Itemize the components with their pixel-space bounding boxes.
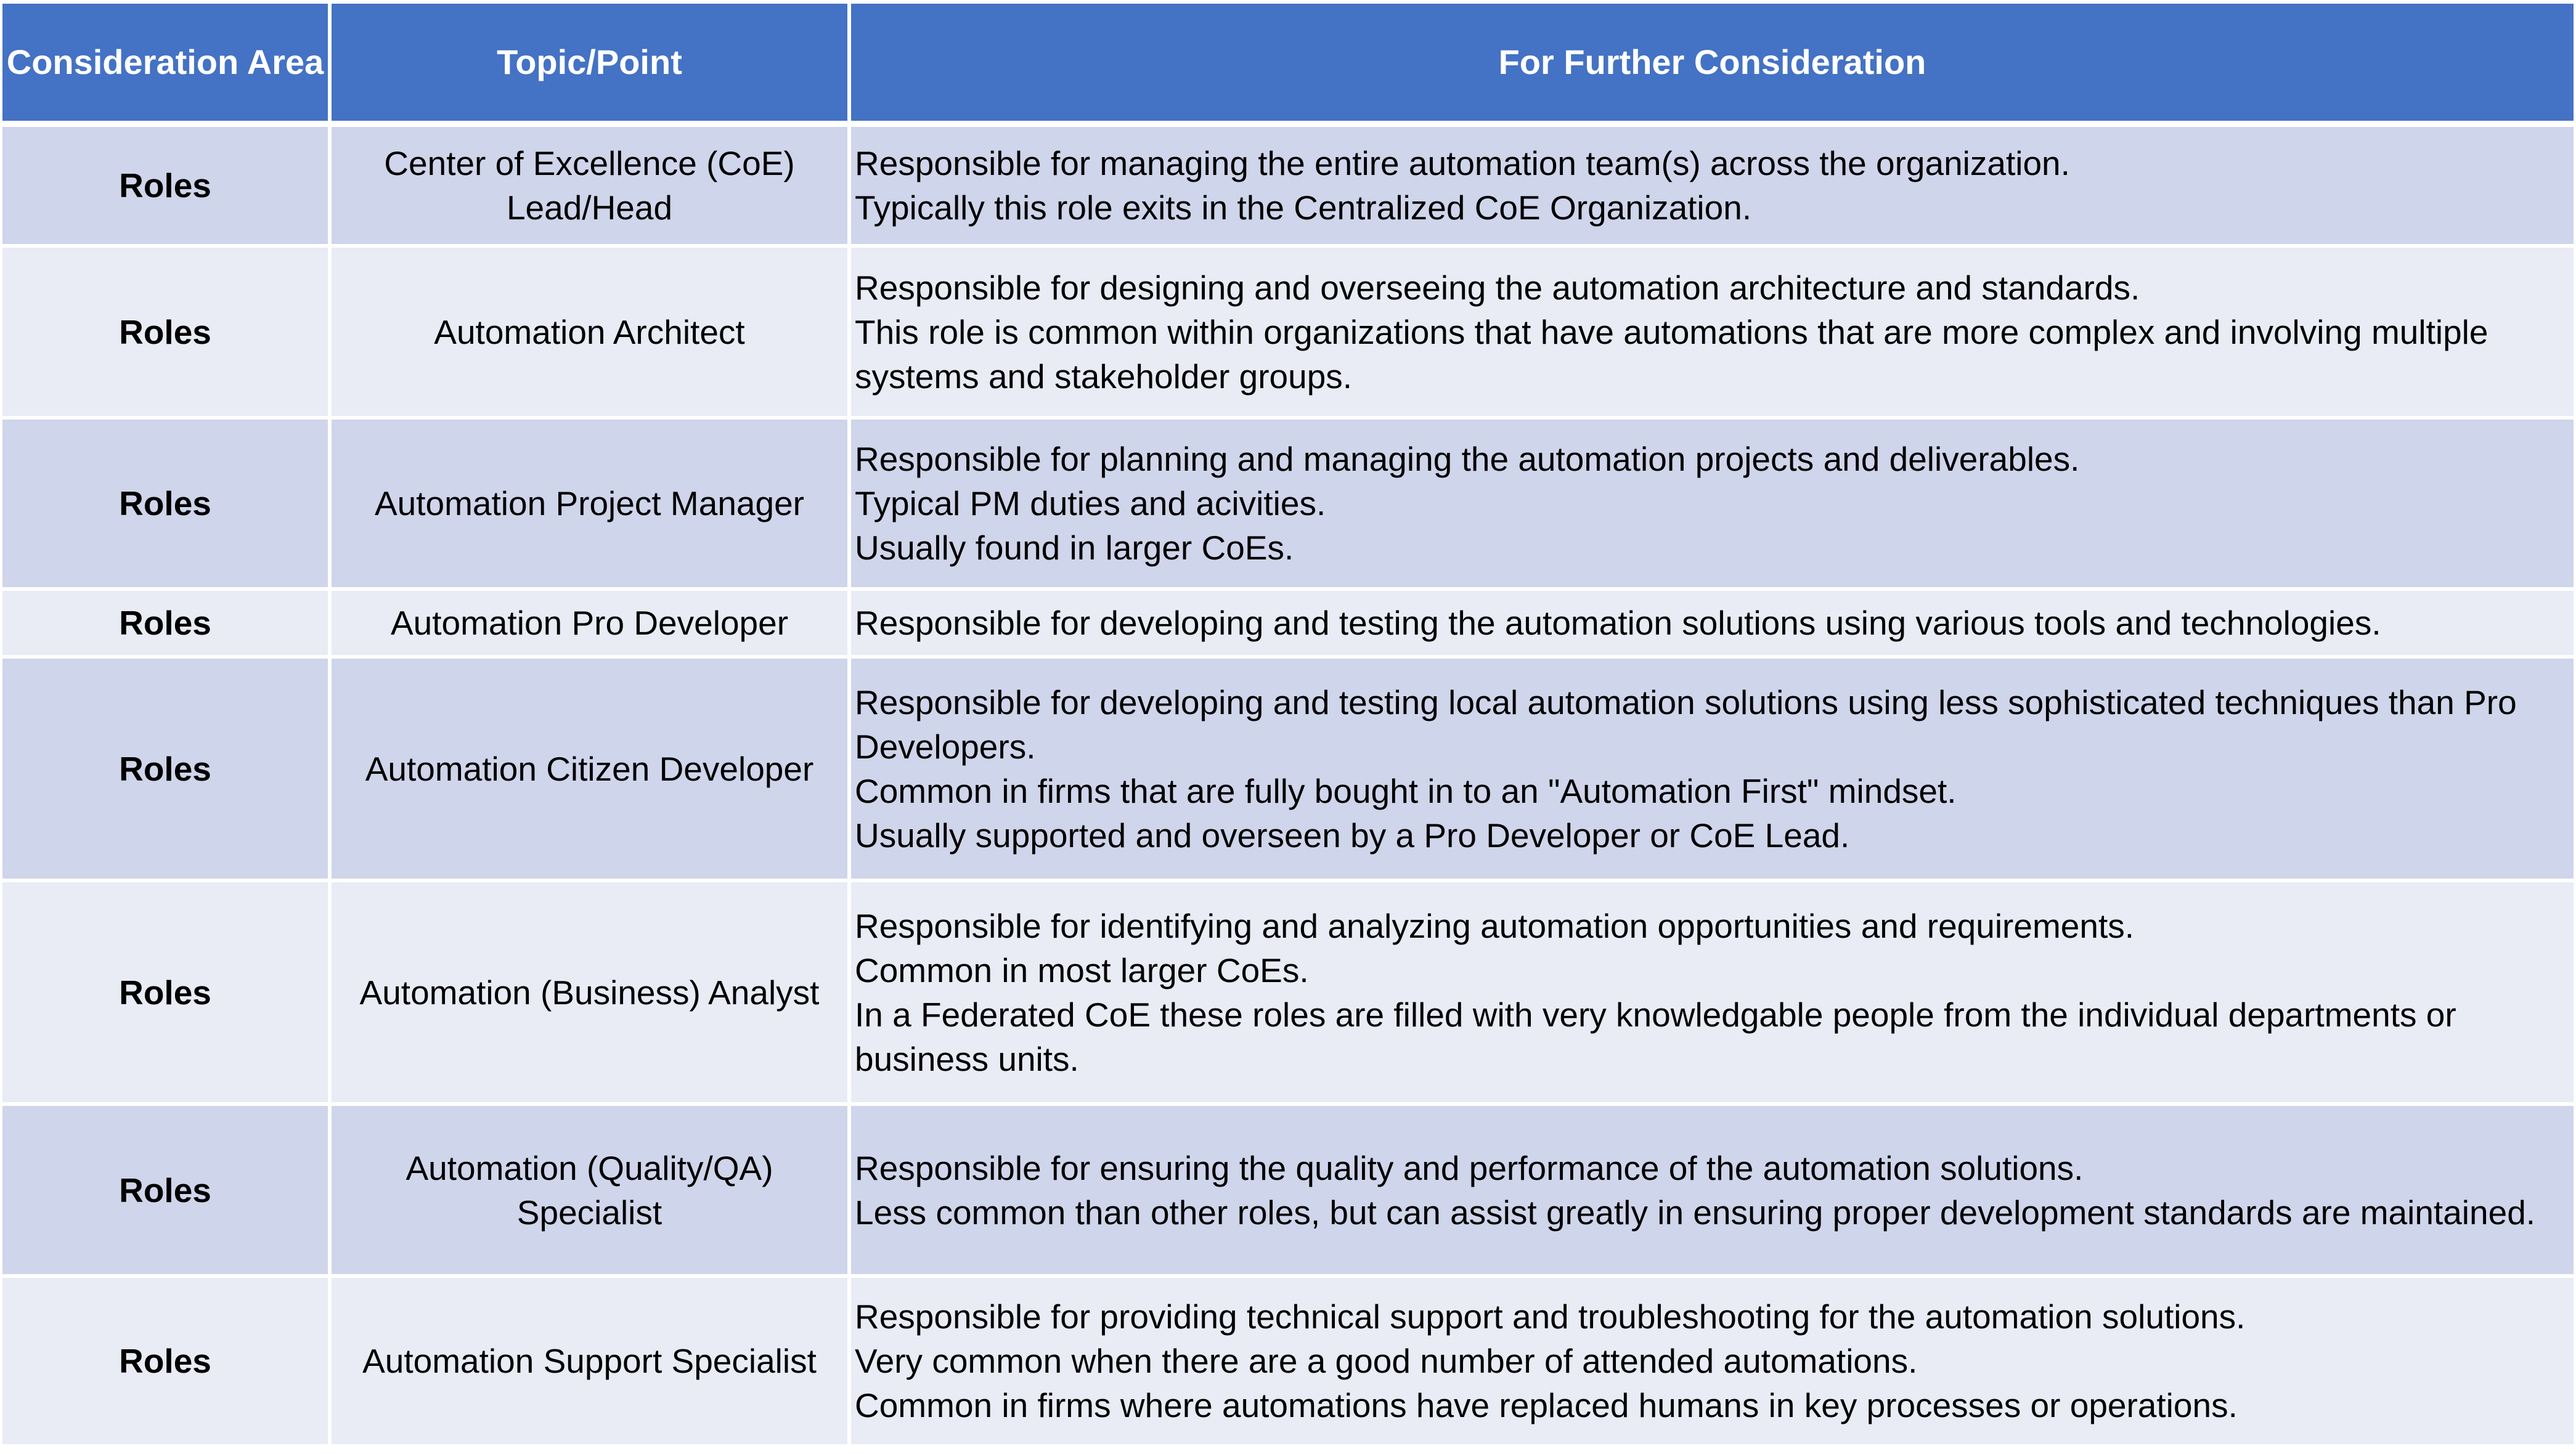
area-cell: Roles bbox=[2, 248, 332, 416]
area-cell: Roles bbox=[2, 659, 332, 879]
area-cell: Roles bbox=[2, 127, 332, 244]
description-line: Typically this role exits in the Centralized CoE Organization. bbox=[855, 189, 1752, 227]
description-line: Less common than other roles, but can assist greatly in ensuring proper development standards are maintained. bbox=[855, 1193, 2536, 1232]
topic-cell: Automation Project Manager bbox=[332, 420, 851, 587]
topic-cell: Automation (Quality/QA) Specialist bbox=[332, 1106, 851, 1274]
table-row bbox=[2, 127, 2574, 248]
table-row bbox=[2, 591, 2574, 659]
table-row bbox=[2, 1278, 2574, 1448]
table-row bbox=[2, 659, 2574, 882]
header-further-consideration: For Further Consideration bbox=[851, 4, 2574, 121]
description-line: In a Federated CoE these roles are filled with very knowledgable people from the individual departments or business units. bbox=[855, 995, 2456, 1078]
description-line: Responsible for ensuring the quality and performance of the automation solutions. bbox=[855, 1148, 2084, 1187]
description-line: Common in most larger CoEs. bbox=[855, 951, 1309, 989]
topic-cell: Automation (Business) Analyst bbox=[332, 882, 851, 1102]
area-cell: Roles bbox=[2, 420, 332, 587]
topic-cell: Automation Citizen Developer bbox=[332, 659, 851, 879]
area-cell: Roles bbox=[2, 882, 332, 1102]
description-cell bbox=[851, 127, 2574, 244]
description-line: Responsible for identifying and analyzing automation opportunities and requirements. bbox=[855, 906, 2135, 945]
table-row bbox=[2, 1106, 2574, 1278]
header-topic-point: Topic/Point bbox=[332, 4, 851, 121]
description-line: Typical PM duties and acivities. bbox=[855, 484, 1326, 522]
topic-cell: Automation Architect bbox=[332, 248, 851, 416]
header-consideration-area: Consideration Area bbox=[2, 4, 332, 121]
description-cell bbox=[851, 420, 2574, 587]
description-cell bbox=[851, 248, 2574, 416]
table-row bbox=[2, 420, 2574, 591]
table-row bbox=[2, 248, 2574, 420]
description-line: This role is common within organizations that have automations that are more complex and involving multiple systems and stakeholder groups. bbox=[855, 312, 2488, 396]
description-line: Common in firms where automations have replaced humans in key processes or operations. bbox=[855, 1386, 2238, 1424]
description-cell bbox=[851, 1278, 2574, 1444]
description-line: Responsible for developing and testing local automation solutions using less sophisticated techniques than Pro Developers. bbox=[855, 683, 2517, 766]
topic-cell: Automation Pro Developer bbox=[332, 591, 851, 655]
table-row bbox=[2, 882, 2574, 1106]
area-cell: Roles bbox=[2, 591, 332, 655]
description-cell bbox=[851, 882, 2574, 1102]
description-line: Usually supported and overseen by a Pro Developer or CoE Lead. bbox=[855, 816, 1850, 855]
description-line: Responsible for designing and overseeing the automation architecture and standards. bbox=[855, 268, 2140, 307]
area-cell: Roles bbox=[2, 1278, 332, 1444]
topic-cell: Automation Support Specialist bbox=[332, 1278, 851, 1444]
description-line: Very common when there are a good number of attended automations. bbox=[855, 1342, 1918, 1380]
description-line: Usually found in larger CoEs. bbox=[855, 529, 1294, 567]
table-header-row bbox=[2, 4, 2574, 127]
description-line: Responsible for providing technical support and troubleshooting for the automation solutions. bbox=[855, 1298, 2246, 1336]
area-cell: Roles bbox=[2, 1106, 332, 1274]
roles-table bbox=[2, 4, 2574, 1448]
topic-cell: Center of Excellence (CoE) Lead/Head bbox=[332, 127, 851, 244]
description-line: Common in firms that are fully bought in to an "Automation First" mindset. bbox=[855, 771, 1957, 810]
description-cell bbox=[851, 591, 2574, 655]
description-cell bbox=[851, 659, 2574, 879]
description-line: Responsible for developing and testing the automation solutions using various tools and technologies. bbox=[855, 604, 2381, 642]
description-cell bbox=[851, 1106, 2574, 1274]
description-line: Responsible for planning and managing the automation projects and deliverables. bbox=[855, 440, 2080, 478]
description-line: Responsible for managing the entire automation team(s) across the organization. bbox=[855, 144, 2070, 182]
